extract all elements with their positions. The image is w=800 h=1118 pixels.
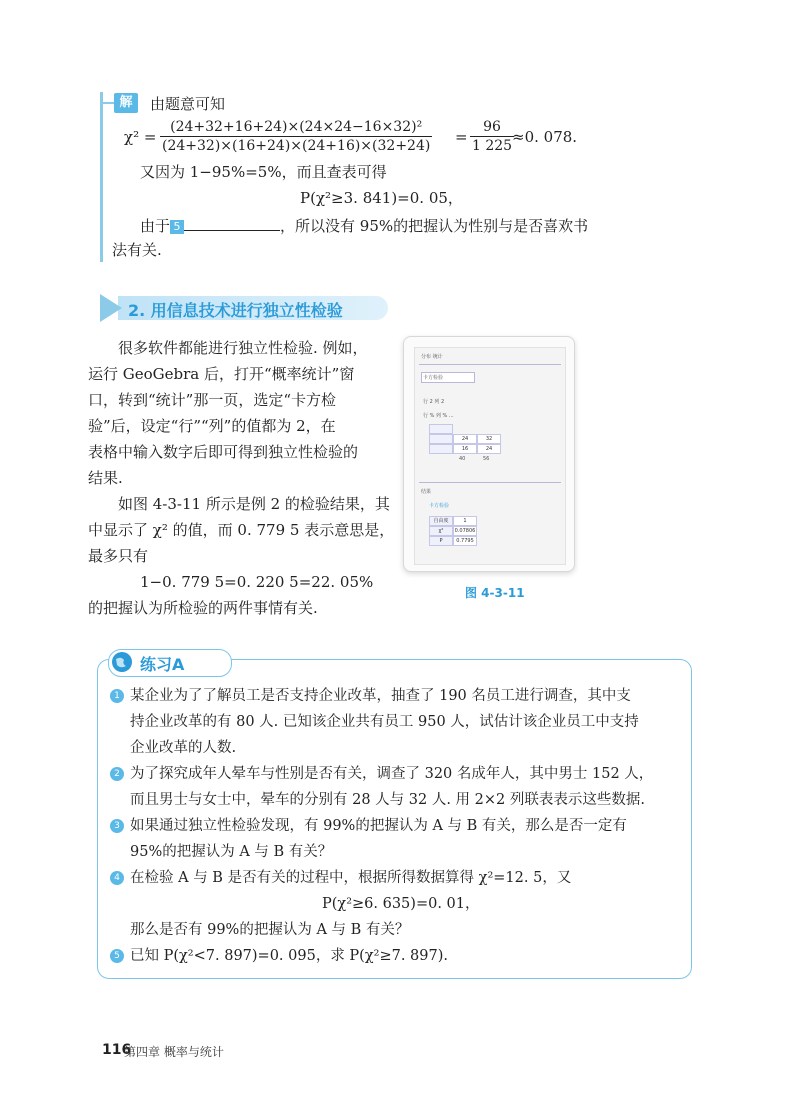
practice-line: 而且男士与女士中，晕车的分别有 28 人与 32 人. 用 2×2 列联表表示这些数据.	[130, 792, 645, 808]
practice-title: 练习A	[140, 655, 185, 674]
result-cell: 1	[453, 516, 477, 526]
item-number-badge: 3	[110, 819, 124, 833]
practice-line: 在检验 A 与 B 是否有关的过程中，根据所得数据算得 χ²=12. 5，又	[130, 870, 572, 886]
item-number-badge: 4	[110, 871, 124, 885]
result-cell: χ²	[429, 526, 453, 536]
practice-line: P(χ²≥6. 635)=0. 01，	[322, 896, 480, 912]
solution-line-6: 法有关.	[112, 241, 162, 259]
table-cell: 24	[477, 444, 501, 454]
practice-line: 为了探究成年人晕车与性别是否有关，调查了 320 名成年人，其中男士 152 人，	[130, 766, 654, 782]
fill-blank	[184, 214, 280, 231]
table-cell: 32	[477, 434, 501, 444]
table-header-cell	[429, 434, 453, 444]
result-cell: 0.07806	[454, 528, 476, 534]
section-heading	[100, 294, 390, 322]
body-line: 口，转到“统计”那一页，选定“卡方检	[88, 391, 337, 409]
result-denominator: 1 225	[472, 138, 513, 154]
table-header-cell	[429, 444, 453, 454]
solution-line-4: P(χ²≥3. 841)=0. 05，	[300, 189, 463, 207]
column-total: 40	[459, 456, 466, 462]
result-label: 结果	[421, 489, 432, 495]
chapter-label: 第四章 概率与统计	[124, 1045, 224, 1059]
body-line: 结果.	[88, 469, 123, 487]
body-line: 表格中输入数字后即可得到独立性检验的	[88, 443, 359, 461]
practice-line: 已知 P(χ²<7. 897)=0. 095，求 P(χ²≥7. 897).	[130, 948, 448, 964]
page-number: 116	[102, 1042, 132, 1058]
section-title: 2. 用信息技术进行独立性检验	[128, 301, 343, 320]
column-total: 56	[483, 456, 490, 462]
practice-line: 95%的把握认为 A 与 B 有关？	[130, 844, 333, 860]
result-fraction	[470, 118, 514, 155]
chi-square-fraction	[160, 118, 432, 155]
solution-intro: 由题意可知	[150, 95, 226, 113]
globe-icon	[112, 652, 132, 672]
result-cell: P	[429, 536, 453, 546]
practice-line: 某企业为了了解员工是否支持企业改革，抽查了 190 名员工进行调查，其中支	[130, 688, 631, 704]
geogebra-screenshot	[403, 336, 575, 572]
solution-line-3: 又因为 1−95%=5%，而且查表可得	[140, 163, 387, 181]
rows-cols-setting: 行 2 列 2	[423, 399, 445, 405]
section-arrow-icon	[100, 294, 122, 322]
solution-left-bar	[100, 92, 103, 262]
line-5-prefix: 由于	[140, 217, 171, 235]
fraction-numerator: (24+32+16+24)×(24×24−16×32)²	[170, 119, 423, 135]
chi-test-label: 卡方检验	[429, 503, 450, 509]
result-numerator: 96	[483, 119, 501, 135]
item-number-badge: 1	[110, 689, 124, 703]
item-number-badge: 2	[110, 767, 124, 781]
solution-rule	[100, 102, 114, 104]
table-cell: 24	[453, 434, 477, 444]
result-cell: 自由度	[429, 516, 453, 526]
body-line: 如图 4-3-11 所示是例 2 的检验结果，其	[118, 495, 390, 513]
body-line: 1−0. 779 5=0. 220 5=22. 05%	[140, 573, 374, 591]
screenshot-tabs: 分布 统计	[421, 354, 443, 360]
fraction-denominator: (24+32)×(16+24)×(24+16)×(32+24)	[162, 138, 431, 154]
practice-line: 持企业改革的有 80 人. 已知该企业共有员工 950 人，试估计该企业员工中支持	[130, 714, 639, 730]
test-dropdown-label: 卡方检验	[423, 375, 444, 381]
equals-sign: =	[455, 128, 468, 146]
table-cell: 16	[453, 444, 477, 454]
blank-number-badge: 5	[170, 220, 184, 234]
solution-badge: 解	[114, 93, 138, 113]
table-header-cell	[429, 424, 453, 434]
approx-value: ≈0. 078.	[512, 128, 578, 146]
result-cell: 0.7795	[453, 536, 477, 546]
result-divider	[419, 482, 561, 483]
figure-caption: 图 4-3-11	[465, 586, 525, 600]
practice-line: 那么是否有 99%的把握认为 A 与 B 有关？	[130, 922, 410, 938]
practice-line: 如果通过独立性检验发现，有 99%的把握认为 A 与 B 有关，那么是否一定有	[130, 818, 627, 834]
body-line: 中显示了 χ² 的值，而 0. 779 5 表示意思是，	[88, 521, 395, 539]
practice-line: 企业改革的人数.	[130, 740, 237, 756]
body-line: 很多软件都能进行独立性检验. 例如，	[118, 339, 368, 357]
solution-line-5	[140, 214, 588, 236]
chi-square-lhs: χ² =	[124, 128, 157, 146]
screenshot-panel	[414, 347, 566, 565]
line-5-suffix: ，所以没有 95%的把握认为性别与是否喜欢书	[280, 217, 589, 235]
body-line: 的把握认为所检验的两件事情有关.	[88, 599, 318, 617]
body-line: 验”后，设定“行”“列”的值都为 2，在	[88, 417, 336, 435]
body-line: 运行 GeoGebra 后，打开“概率统计”窗	[88, 365, 355, 383]
body-line: 最多只有	[88, 547, 149, 565]
option-checkboxes: 行 % 列 % ...	[423, 413, 454, 419]
tab-divider	[419, 364, 561, 365]
item-number-badge: 5	[110, 949, 124, 963]
